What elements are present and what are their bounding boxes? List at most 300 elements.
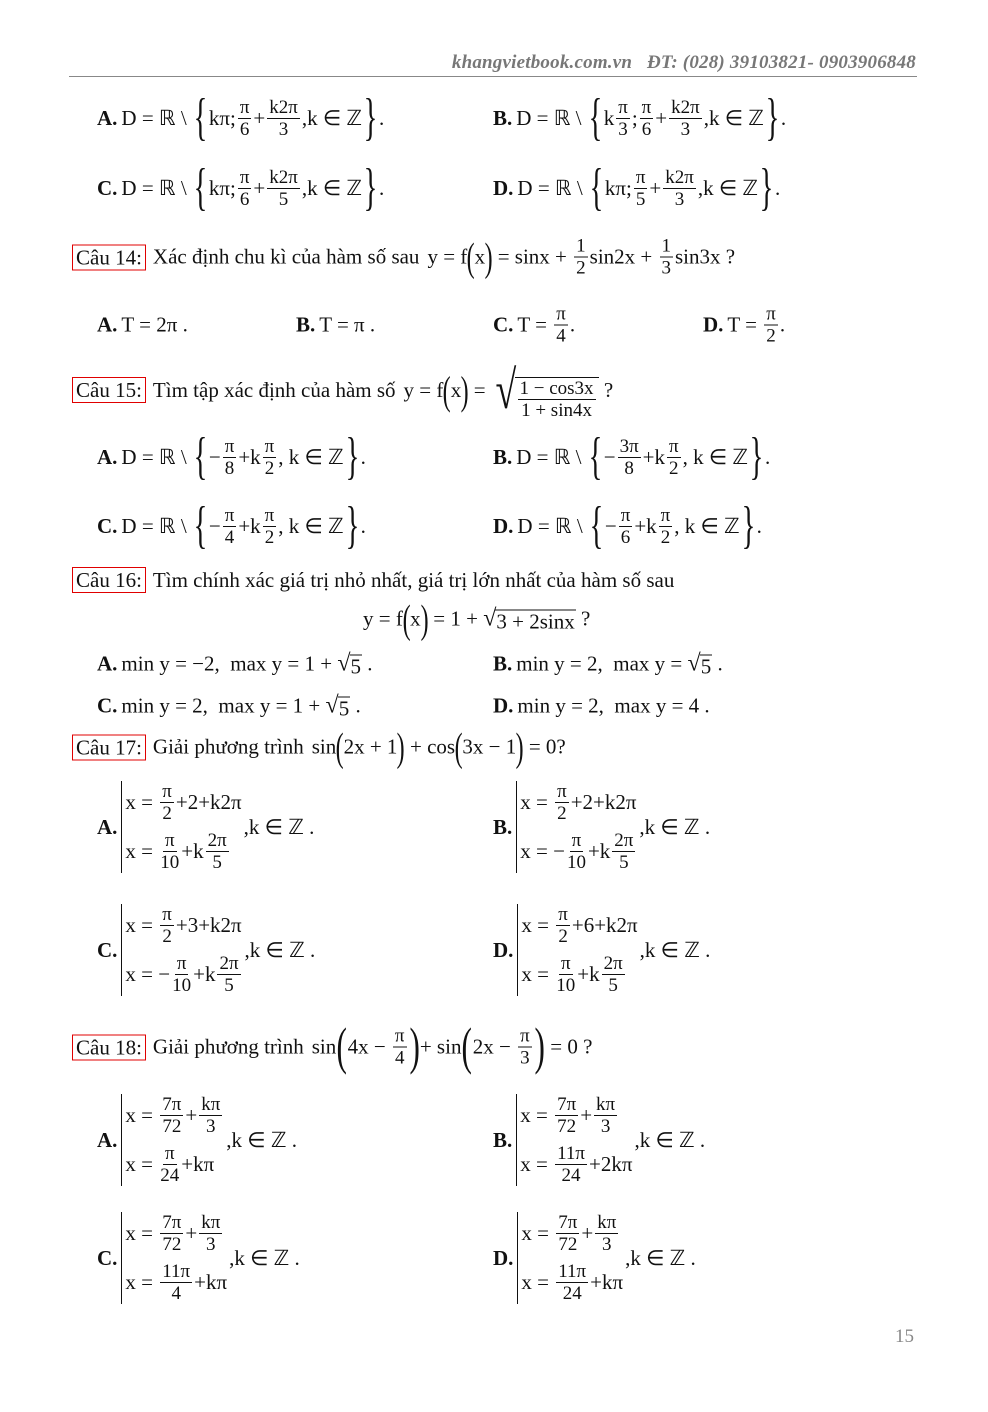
- math-text: x =: [125, 790, 159, 814]
- numerator: 1 − cos3x: [519, 378, 594, 399]
- equation-system: [517, 904, 637, 996]
- math-text: +k: [642, 444, 665, 469]
- numerator: π: [560, 953, 571, 974]
- math-text: kπ;: [604, 175, 632, 200]
- math-text: .: [379, 175, 385, 200]
- fraction: [574, 236, 588, 279]
- denominator: 1 + sin4x: [521, 400, 592, 421]
- q17-option-b: [493, 781, 710, 873]
- paren-content: [410, 607, 421, 632]
- option-label: C.: [97, 175, 118, 200]
- radicand: [338, 697, 351, 720]
- paren: (: [461, 1018, 473, 1076]
- question-label: Câu 14:: [72, 244, 146, 270]
- numerator: 7π: [162, 1094, 182, 1115]
- numerator: k2π: [269, 96, 298, 118]
- fraction: [518, 1026, 532, 1069]
- numerator: 11π: [557, 1143, 585, 1164]
- math-text: .: [779, 312, 786, 337]
- option-label: D.: [703, 312, 724, 337]
- denominator: 2: [660, 526, 671, 548]
- option-label: B.: [493, 1127, 513, 1152]
- math-text: + sin: [419, 1034, 462, 1059]
- math-text: x =: [521, 1270, 555, 1294]
- question-math: [427, 234, 735, 281]
- math-text: ;: [631, 105, 638, 130]
- paren: ): [534, 1018, 545, 1076]
- system-row: [520, 1094, 632, 1137]
- math-text: x = −: [125, 962, 171, 986]
- denominator: 24: [160, 1165, 180, 1186]
- denominator: 6: [239, 188, 250, 210]
- system-row: [125, 1261, 227, 1304]
- math-text: sin3x ?: [675, 244, 736, 269]
- question-text: Tìm chính xác giá trị nhỏ nhất, giá trị lớn nhất của hàm số sau: [152, 567, 675, 592]
- radical-sign: √: [325, 692, 339, 719]
- numerator: π: [660, 504, 671, 526]
- q17-option-a: [97, 781, 314, 873]
- option-math: [517, 904, 710, 996]
- math-text: 3x − 1: [462, 734, 517, 759]
- denominator: 2: [162, 803, 172, 824]
- fraction: [518, 378, 596, 421]
- math-text: .: [362, 651, 373, 676]
- math-text: ,k ∈ ℤ: [697, 175, 759, 200]
- paren: ): [408, 1018, 420, 1076]
- system-row: [125, 1143, 224, 1186]
- question-text: Giải phương trình: [152, 734, 304, 759]
- radicand: [350, 655, 363, 678]
- numerator: π: [635, 166, 646, 188]
- denominator: 72: [162, 1234, 182, 1255]
- math-text: ,k ∈ ℤ: [301, 175, 363, 200]
- question-text: Giải phương trình: [152, 1034, 304, 1059]
- parenthesized: [403, 596, 428, 643]
- math-text: kπ;: [208, 175, 236, 200]
- numerator: π: [571, 830, 582, 851]
- option-label: D.: [493, 937, 514, 962]
- question-17: [72, 724, 566, 771]
- denominator: 2: [558, 926, 568, 947]
- question-math: [404, 359, 614, 421]
- fraction: [172, 953, 191, 996]
- system-row: [520, 781, 637, 824]
- square-root: [326, 693, 351, 720]
- system-row: [125, 781, 241, 824]
- system-row: [521, 904, 637, 947]
- fraction: [554, 304, 568, 347]
- question-math: [363, 596, 590, 643]
- question-math: [312, 1018, 593, 1077]
- denominator: 5: [212, 852, 222, 873]
- numerator: 2π: [603, 953, 623, 974]
- math-text: +: [580, 1103, 593, 1127]
- q15-option-c: [97, 497, 366, 554]
- math-text: , k ∈ ℤ: [682, 444, 749, 469]
- math-text: k: [603, 105, 615, 130]
- math-text: −: [208, 513, 221, 538]
- denominator: 3: [520, 1047, 530, 1069]
- numerator: π: [264, 504, 275, 526]
- math-text: −: [208, 444, 221, 469]
- q17-option-c: [97, 904, 315, 996]
- denominator: 2: [264, 457, 275, 479]
- paren-content: [473, 1026, 534, 1069]
- paren-content: [344, 735, 398, 760]
- option-label: D.: [493, 175, 514, 200]
- math-text: x =: [125, 1221, 159, 1245]
- math-text: x = −: [520, 839, 565, 863]
- math-text: 5: [350, 654, 362, 679]
- numerator: 7π: [558, 1212, 578, 1233]
- brace: }: [363, 89, 378, 146]
- option-label: D.: [493, 513, 514, 538]
- math-text: −: [603, 444, 616, 469]
- math-text: min y = 2, max y = 1 +: [121, 693, 326, 718]
- math-text: =: [468, 377, 491, 402]
- fraction: [594, 1094, 617, 1137]
- option-math: [516, 781, 710, 873]
- numerator: 1: [576, 235, 586, 257]
- math-text: x =: [520, 1103, 554, 1127]
- math-text: 3 + 2sinx: [496, 609, 575, 634]
- numerator: π: [520, 1025, 530, 1047]
- math-text: T =: [727, 312, 763, 337]
- fraction: [160, 1143, 179, 1186]
- brace: }: [749, 428, 764, 485]
- option-label: A.: [97, 814, 118, 839]
- question-label: Câu 18:: [72, 1034, 146, 1060]
- math-text: ,k ∈ ℤ .: [229, 1245, 300, 1270]
- option-label: A.: [97, 1127, 118, 1152]
- q16-option-a: [97, 651, 373, 678]
- brace: {: [193, 497, 208, 554]
- system-row: [520, 1143, 632, 1186]
- math-text: y = f: [403, 377, 444, 402]
- brace: {: [193, 428, 208, 485]
- denominator: 2: [576, 257, 586, 279]
- q13-option-c: [97, 159, 385, 216]
- square-root: [337, 651, 362, 678]
- numerator: k2π: [671, 96, 700, 118]
- paren: ): [484, 234, 493, 280]
- numerator: kπ: [201, 1094, 221, 1115]
- fraction: [217, 953, 240, 996]
- option-math: [517, 694, 709, 719]
- q14-option-c: [493, 304, 575, 347]
- numerator: π: [618, 96, 628, 118]
- math-text: y = f: [427, 244, 468, 269]
- math-text: +: [185, 1221, 198, 1245]
- numerator: π: [239, 166, 250, 188]
- option-math: [121, 313, 187, 338]
- denominator: 3: [618, 118, 628, 140]
- math-text: −: [604, 513, 617, 538]
- q18-option-c: [97, 1212, 300, 1304]
- math-text: 5: [700, 654, 712, 679]
- denominator: 3: [674, 188, 685, 210]
- numerator: k2π: [269, 166, 298, 188]
- denominator: 3: [278, 118, 289, 140]
- numerator: 2π: [207, 830, 227, 851]
- q15-option-a: [97, 428, 366, 485]
- numerator: 11π: [162, 1261, 191, 1282]
- math-text: T = 2π .: [121, 312, 188, 337]
- fraction: [160, 781, 174, 824]
- paren: ): [420, 596, 429, 642]
- fraction: [556, 953, 575, 996]
- math-text: x =: [125, 1152, 159, 1176]
- math-text: +k: [238, 444, 261, 469]
- question-label: Câu 16:: [72, 567, 146, 593]
- math-text: ,k ∈ ℤ: [301, 105, 363, 130]
- brace: }: [765, 89, 780, 146]
- q14-option-d: [703, 304, 785, 347]
- question-label: Câu 17:: [72, 734, 146, 760]
- math-text: , k ∈ ℤ: [278, 444, 344, 469]
- denominator: 4: [556, 325, 566, 347]
- denominator: 5: [224, 975, 234, 996]
- math-text: sin: [311, 1034, 337, 1059]
- math-text: +: [649, 175, 662, 200]
- math-text: +: [185, 1103, 198, 1127]
- equation-system: [517, 1212, 623, 1304]
- math-text: +k: [587, 839, 611, 863]
- option-label: B.: [493, 814, 513, 839]
- brace: }: [741, 497, 756, 554]
- fraction: [659, 505, 673, 548]
- brace: }: [345, 497, 360, 554]
- numerator: π: [224, 435, 235, 457]
- option-label: A.: [97, 651, 118, 676]
- math-text: x =: [521, 1221, 555, 1245]
- option-label: C.: [97, 1245, 118, 1270]
- denominator: 6: [641, 118, 652, 140]
- parenthesized: [336, 1018, 420, 1077]
- brace: {: [588, 428, 603, 485]
- math-text: x: [474, 244, 486, 269]
- numerator: π: [557, 781, 567, 802]
- parenthesized: [443, 367, 468, 414]
- header-divider: [69, 76, 917, 77]
- paren-content: [348, 1026, 409, 1069]
- numerator: π: [176, 953, 187, 974]
- paren: (: [454, 724, 463, 770]
- fraction: [667, 436, 681, 479]
- math-text: min y = −2, max y = 1 +: [121, 651, 338, 676]
- math-text: x =: [520, 1152, 554, 1176]
- denominator: 8: [224, 457, 235, 479]
- numerator: 7π: [557, 1094, 577, 1115]
- math-text: ,k ∈ ℤ: [703, 105, 764, 130]
- q16-option-b: [493, 651, 723, 678]
- q18-option-d: [493, 1212, 696, 1304]
- numerator: π: [162, 781, 172, 802]
- fraction: [267, 167, 300, 210]
- denominator: 3: [206, 1234, 216, 1255]
- math-text: T = π .: [319, 312, 376, 337]
- math-text: ?: [575, 606, 591, 631]
- denominator: 72: [558, 1234, 578, 1255]
- question-text: Xác định chu kì của hàm số sau: [152, 244, 420, 269]
- option-label: C.: [493, 312, 514, 337]
- math-text: sin: [311, 734, 337, 759]
- q16-option-c: [97, 693, 361, 720]
- equation-system: [121, 904, 242, 996]
- numerator: 2π: [614, 830, 634, 851]
- fraction: [567, 830, 586, 873]
- system-row: [125, 1094, 224, 1137]
- question-text: Tìm tập xác định của hàm số: [152, 377, 396, 402]
- question-label: Câu 15:: [72, 377, 146, 403]
- math-text: .: [569, 312, 576, 337]
- option-label: B.: [493, 444, 513, 469]
- math-text: = 0 ?: [545, 1034, 593, 1059]
- denominator: 6: [620, 526, 631, 548]
- math-text: ?: [598, 377, 614, 402]
- fraction: [199, 1212, 222, 1255]
- numerator: π: [164, 1143, 175, 1164]
- fraction: [669, 97, 702, 140]
- paren: (: [335, 724, 344, 770]
- square-root: [491, 359, 599, 421]
- math-text: x =: [520, 790, 554, 814]
- q18-option-a: [97, 1094, 297, 1186]
- denominator: 5: [608, 975, 618, 996]
- numerator: π: [239, 96, 250, 118]
- brace: {: [588, 89, 603, 146]
- math-text: ,k ∈ ℤ .: [226, 1127, 297, 1152]
- math-text: x =: [521, 913, 555, 937]
- option-label: B.: [493, 105, 513, 130]
- math-text: +: [655, 105, 668, 130]
- denominator: 3: [680, 118, 691, 140]
- numerator: 3π: [619, 435, 639, 457]
- math-text: +2+k2π: [175, 790, 242, 814]
- math-text: 2x −: [472, 1034, 517, 1059]
- math-text: +k: [577, 962, 600, 986]
- fraction: [223, 436, 237, 479]
- q14-option-a: [97, 313, 188, 338]
- paren-content: [475, 245, 486, 270]
- math-text: +kπ: [181, 1152, 215, 1176]
- brace: }: [363, 159, 378, 216]
- option-label: C.: [97, 937, 118, 962]
- math-text: min y = 2, max y = 4 .: [517, 693, 710, 718]
- math-text: D = ℝ \: [516, 105, 587, 130]
- denominator: 24: [561, 1165, 581, 1186]
- math-text: , k ∈ ℤ: [278, 513, 344, 538]
- radical-sign: √: [495, 360, 517, 420]
- math-text: 5: [338, 696, 350, 721]
- paren: ): [397, 724, 406, 770]
- denominator: 5: [619, 852, 629, 873]
- fraction: [764, 304, 778, 347]
- equation-system: [516, 1094, 632, 1186]
- math-text: .: [379, 105, 385, 130]
- paren: (: [402, 596, 411, 642]
- parenthesized: [336, 724, 405, 771]
- math-text: +2+k2π: [570, 790, 637, 814]
- option-math: [516, 89, 787, 146]
- math-text: ,k ∈ ℤ .: [634, 1127, 706, 1152]
- system-row: [125, 1212, 227, 1255]
- math-text: ,k ∈ ℤ .: [639, 814, 711, 839]
- math-text: ,k ∈ ℤ .: [244, 937, 316, 962]
- parenthesized: [461, 1018, 545, 1077]
- math-text: + cos: [404, 734, 456, 759]
- option-math: [121, 89, 385, 146]
- math-text: x =: [125, 839, 159, 863]
- math-text: +k: [193, 962, 216, 986]
- numerator: π: [162, 904, 172, 925]
- equation-system: [121, 1094, 224, 1186]
- math-text: D = ℝ \: [517, 513, 588, 538]
- header-site: khangvietbook.com.vn: [451, 52, 633, 73]
- option-label: A.: [97, 312, 118, 337]
- radical-sign: √: [337, 650, 351, 677]
- option-math: [121, 159, 385, 216]
- fraction: [160, 904, 174, 947]
- radical-sign: √: [483, 605, 497, 632]
- math-text: x =: [125, 1270, 159, 1294]
- numerator: k2π: [665, 166, 694, 188]
- radical-sign: √: [687, 650, 701, 677]
- paren: (: [336, 1018, 348, 1076]
- fraction: [634, 167, 648, 210]
- math-text: +k: [181, 839, 204, 863]
- denominator: 2: [766, 325, 776, 347]
- math-text: x: [450, 377, 462, 402]
- system-row: [125, 830, 241, 873]
- question-math: [312, 724, 566, 771]
- math-text: x =: [125, 1103, 159, 1127]
- denominator: 2: [264, 526, 275, 548]
- square-root: [483, 606, 576, 633]
- numerator: π: [224, 504, 235, 526]
- option-math: [121, 497, 366, 554]
- fraction: [640, 97, 654, 140]
- math-text: x =: [521, 962, 555, 986]
- math-text: sin2x +: [589, 244, 658, 269]
- denominator: 4: [394, 1047, 405, 1069]
- denominator: 3: [600, 1116, 611, 1137]
- option-math: [121, 651, 372, 678]
- option-math: [517, 304, 575, 347]
- option-math: [121, 428, 366, 485]
- fraction: [612, 830, 635, 873]
- fraction: [556, 1261, 588, 1304]
- option-math: [516, 428, 771, 485]
- square-root: [688, 651, 713, 678]
- math-text: .: [360, 513, 366, 538]
- math-text: .: [360, 444, 366, 469]
- numerator: π: [394, 1025, 405, 1047]
- math-text: = 1 +: [428, 606, 484, 631]
- paren-content: [451, 378, 462, 403]
- math-text: +: [581, 1221, 594, 1245]
- numerator: kπ: [596, 1094, 616, 1115]
- math-text: .: [780, 105, 787, 130]
- math-text: ,k ∈ ℤ .: [639, 937, 711, 962]
- numerator: π: [164, 830, 175, 851]
- math-text: .: [775, 175, 781, 200]
- denominator: 72: [557, 1116, 577, 1137]
- q18-option-b: [493, 1094, 705, 1186]
- numerator: π: [620, 504, 631, 526]
- fraction: [238, 97, 252, 140]
- denominator: 2: [162, 926, 172, 947]
